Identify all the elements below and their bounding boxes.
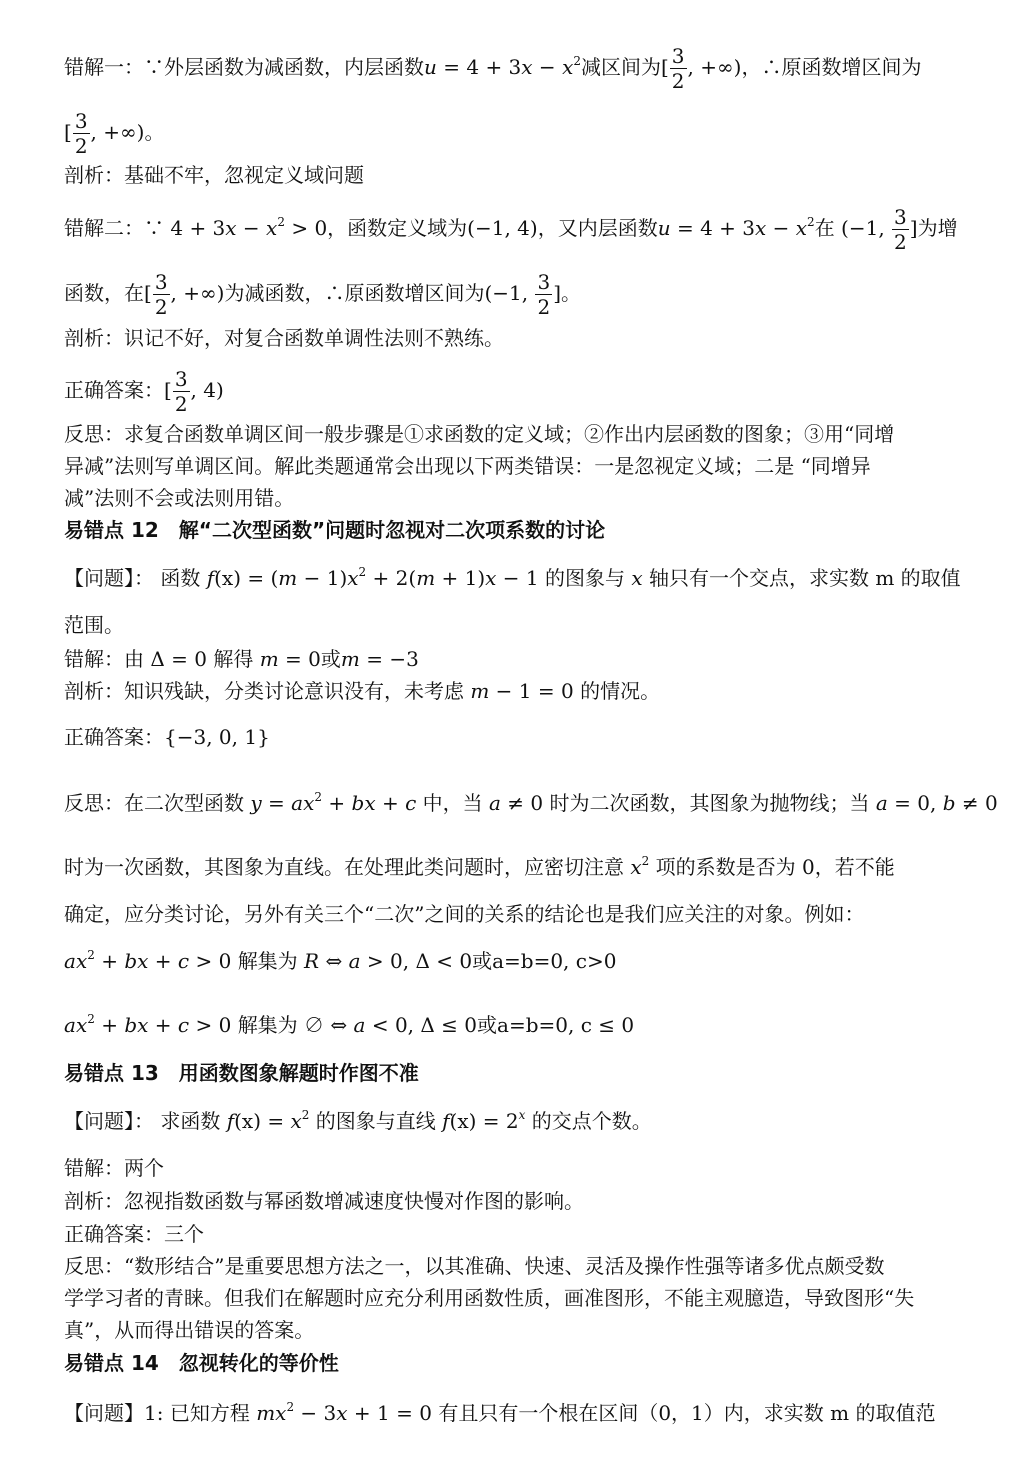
reflection-13-line2: 学学习者的青睐。但我们在解题时应充分利用函数性质，画准图形，不能主观臆造，导致图形“失 xyxy=(64,1286,915,1310)
problem-12-line1: 【问题】： 函数 $f(x) = (m - 1)x^2 + 2(m + 1)x - 1$ 的图象与 x 轴只有一个交点，求实数 m 的取值 xyxy=(64,565,961,590)
reflection-11-line1: 反思：求复合函数单调区间一般步骤是①求函数的定义域；②作出内层函数的图象；③用“同增 xyxy=(64,422,895,446)
wrong-solution-1-line2: [ $\frac{3}{2}$ , +∞)。 xyxy=(64,109,165,158)
heading-14: 易错点 14 忽视转化的等价性 xyxy=(64,1351,339,1375)
correct-answer-12: 正确答案：{−3, 0, 1} xyxy=(64,725,270,749)
analysis-12: 剖析：知识残缺，分类讨论意识没有，未考虑 m − 1 = 0 的情况。 xyxy=(64,679,661,703)
analysis-2: 剖析：识记不好，对复合函数单调性法则不熟练。 xyxy=(64,326,504,350)
reflection-13-line3: 真”，从而得出错误的答案。 xyxy=(64,1318,315,1342)
reflection-12-line2: 时为一次函数，其图象为直线。在处理此类问题时，应密切注意 $x^2$ 项的系数是否为 0，若不能 xyxy=(64,854,895,879)
analysis-1: 剖析：基础不牢，忽视定义域问题 xyxy=(64,163,364,187)
fraction-3-2: $\frac{3}{2}$ xyxy=(537,270,551,319)
wrong-solution-2-line1: 错解二：∵ $4 + 3x - x^2 > 0$，函数定义域为(−1, 4)，又内层函数$u = 4 + 3x - x^2$在 (−1, $\frac{3}{2}$ ]为增 xyxy=(64,205,958,254)
problem-13: 【问题】： 求函数 $f(x) = x^2$ 的图象与直线 $f(x) = 2^x$ 的交点个数。 xyxy=(64,1108,652,1133)
example-2: $ax^2$ + bx + c > 0 解集为 ∅ ⇔ a < 0, Δ ≤ 0或a=b=0, c ≤ 0 xyxy=(64,1012,635,1037)
fraction-3-2: $\frac{3}{2}$ xyxy=(154,270,168,319)
correct-answer-13: 正确答案：三个 xyxy=(64,1222,204,1246)
analysis-13: 剖析：忽视指数函数与幂函数增减速度快慢对作图的影响。 xyxy=(64,1189,584,1213)
reflection-12-line1: 反思：在二次型函数 $y = ax^2$ + bx + c 中，当 a ≠ 0 时为二次函数，其图象为抛物线；当 a = 0, b ≠ 0 xyxy=(64,790,998,815)
heading-13: 易错点 13 用函数图象解题时作图不准 xyxy=(64,1061,419,1085)
fraction-3-2: $\frac{3}{2}$ xyxy=(174,367,188,416)
fraction-3-2: $\frac{3}{2}$ xyxy=(74,109,88,158)
example-1: $ax^2$ + bx + c > 0 解集为 R ⇔ a > 0, Δ < 0或a=b=0, c>0 xyxy=(64,948,617,973)
problem-14: 【问题】1: 已知方程 $mx^2 - 3x + 1 = 0$ 有且只有一个根在区间（0，1）内，求实数 m 的取值范 xyxy=(64,1400,936,1425)
reflection-11-line2: 异减”法则写单调区间。解此类题通常会出现以下两类错误：一是忽视定义域；二是 “同增异 xyxy=(64,454,871,478)
reflection-13-line1: 反思：“数形结合”是重要思想方法之一，以其准确、快速、灵活及操作性强等诸多优点颇受数 xyxy=(64,1254,885,1278)
correct-answer-11: 正确答案：[ $\frac{3}{2}$ , 4) xyxy=(64,367,224,416)
heading-12: 易错点 12 解“二次型函数”问题时忽视对二次项系数的讨论 xyxy=(64,518,606,542)
fraction-3-2: $\frac{3}{2}$ xyxy=(894,205,907,254)
wrong-solution-12: 错解：由 Δ = 0 解得 m = 0或m = −3 xyxy=(64,647,419,671)
fraction-3-2: $\frac{3}{2}$ xyxy=(671,44,685,93)
wrong-solution-2-line2: 函数，在[ $\frac{3}{2}$ , +∞)为减函数，∴原函数增区间为(−1, $\frac{3}{2}$ ]。 xyxy=(64,270,582,319)
wrong-solution-13: 错解：两个 xyxy=(64,1156,164,1180)
problem-12-line2: 范围。 xyxy=(64,613,124,637)
reflection-12-line3: 确定，应分类讨论，另外有关三个“二次”之间的关系的结论也是我们应关注的对象。例如： xyxy=(64,902,865,926)
wrong-solution-1-line1: 错解一：∵外层函数为减函数，内层函数$u = 4 + 3x - x^2$减区间为[ $\frac{3}{2}$ , +∞)，∴原函数增区间为 xyxy=(64,44,922,93)
reflection-11-line3: 减”法则不会或法则用错。 xyxy=(64,486,295,510)
